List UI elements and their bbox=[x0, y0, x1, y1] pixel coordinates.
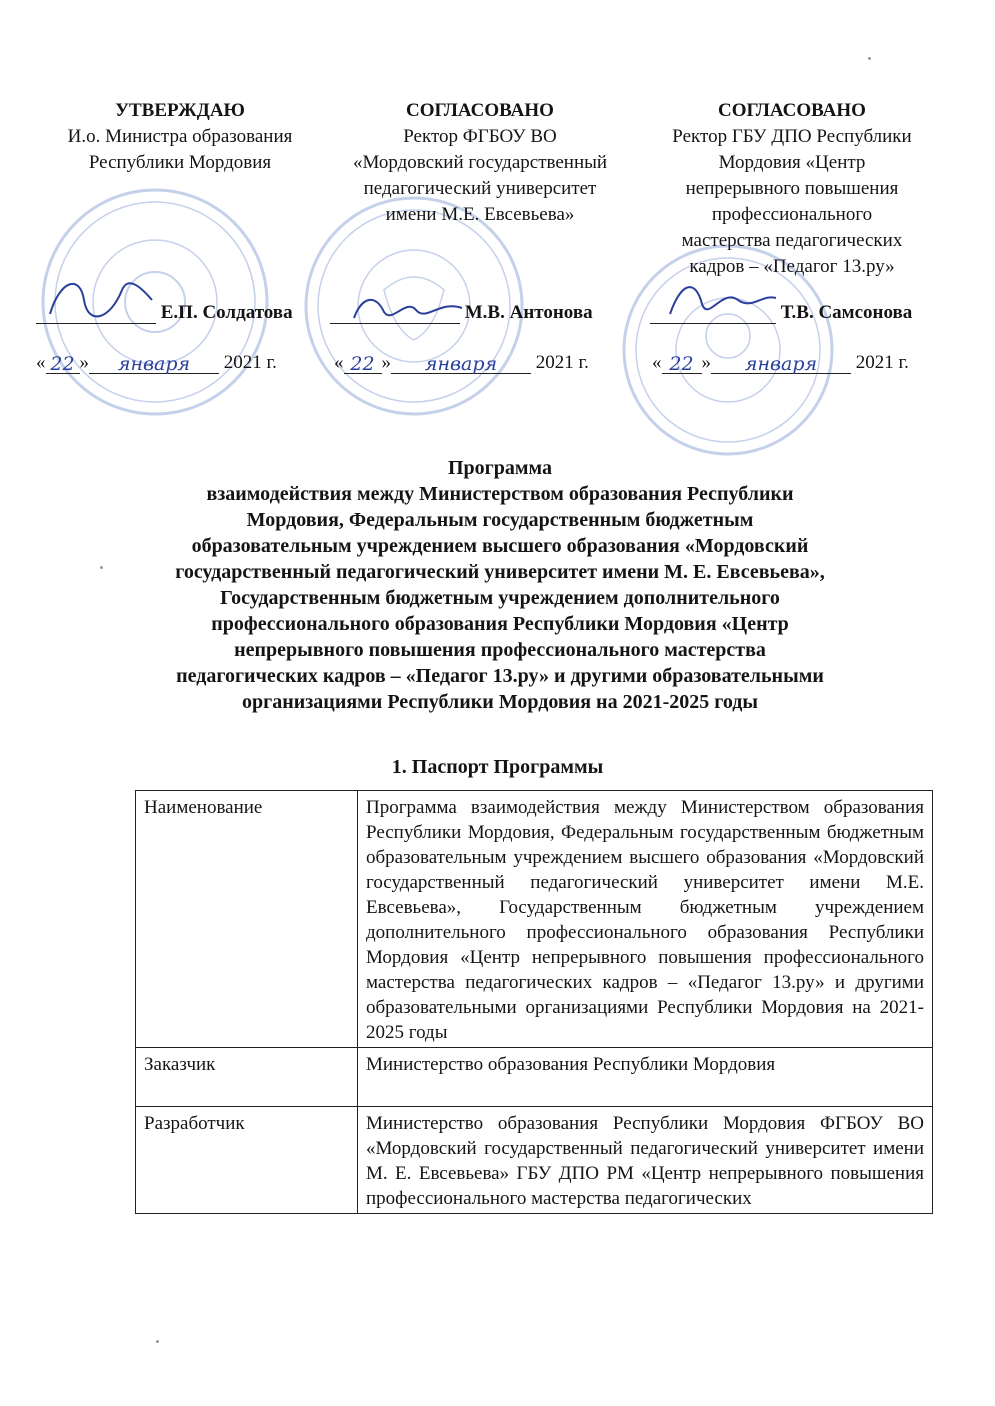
title-line: взаимодействия между Министерством образования Республики bbox=[206, 483, 794, 505]
title-line: Мордовия, Федеральным государственным бюджетным bbox=[246, 509, 754, 531]
date-day: 22 bbox=[344, 353, 382, 374]
passport-key: Разработчик bbox=[136, 1107, 358, 1214]
approval-line: кадров – «Педагог 13.ру» bbox=[689, 256, 895, 277]
table-row bbox=[136, 791, 933, 1048]
date-year: 2021 г. bbox=[223, 352, 277, 373]
title-line: организациями Республики Мордовия на 2021-2025 годы bbox=[242, 691, 758, 713]
date-year: 2021 г. bbox=[535, 352, 589, 373]
title-line: образовательным учреждением высшего образования «Мордовский bbox=[191, 535, 809, 557]
approval-heading: УТВЕРЖДАЮ bbox=[115, 100, 245, 121]
approval-line: Республики Мордовия bbox=[88, 152, 272, 173]
title-line: педагогических кадров – «Педагог 13.ру» и другими образовательными bbox=[176, 665, 824, 687]
passport-value: Министерство образования Республики Мордовия bbox=[358, 1048, 933, 1107]
title-line: профессионального образования Республики Мордовия «Центр bbox=[211, 613, 789, 635]
title-line: государственный педагогический университет имени М. Е. Евсевьева», bbox=[175, 561, 825, 583]
signer-name: Е.П. Солдатова bbox=[160, 302, 293, 323]
signature-line-ministry bbox=[36, 302, 293, 324]
program-title bbox=[120, 455, 880, 715]
approval-heading: СОГЛАСОВАНО bbox=[406, 100, 554, 121]
date-month: января bbox=[391, 353, 531, 374]
date-month: января bbox=[89, 353, 219, 374]
approval-line: Ректор ГБУ ДПО Республики bbox=[672, 126, 912, 147]
table-row bbox=[136, 1048, 933, 1107]
approval-line: Мордовия «Центр bbox=[718, 152, 866, 173]
approval-line: профессионального bbox=[711, 204, 873, 225]
date-line-university: « 22 » января 2021 г. bbox=[334, 352, 589, 375]
approval-line: мастерства педагогических bbox=[681, 230, 903, 251]
approval-block-ministry bbox=[20, 98, 340, 176]
date-line-ministry: « 22 » января 2021 г. bbox=[36, 352, 277, 375]
signature-line-university bbox=[330, 302, 593, 324]
table-row bbox=[136, 1107, 933, 1214]
passport-table bbox=[135, 790, 933, 1214]
title-line: Программа bbox=[448, 457, 552, 479]
scan-speck bbox=[868, 57, 871, 60]
passport-key: Заказчик bbox=[136, 1048, 358, 1107]
approval-heading: СОГЛАСОВАНО bbox=[718, 100, 866, 121]
date-day: 22 bbox=[46, 353, 80, 374]
passport-value: Министерство образования Республики Мордовия ФГБОУ ВО «Мордовский государственный педагогический университет имени М. Е. Евсевьева» ГБУ ДПО РМ «Центр непрерывного повышения профессионального мастерства педагогических bbox=[358, 1107, 933, 1214]
approval-line: Ректор ФГБОУ ВО bbox=[403, 126, 557, 147]
scan-speck bbox=[156, 1340, 159, 1343]
scan-speck bbox=[100, 566, 103, 569]
date-line-center: « 22 » января 2021 г. bbox=[652, 352, 909, 375]
date-year: 2021 г. bbox=[855, 352, 909, 373]
passport-value: Программа взаимодействия между Министерством образования Республики Мордовия, Федеральным государственным бюджетным образовательным учреждением высшего образования «Мордовский государственный педагогический университет имени М.Е. Евсевьева», Государственным бюджетным учреждением дополнительного профессионального образования Республики Мордовия «Центр непрерывного повышения профессионального мастерства педагогических кадров – «Педагог 13.ру» и другими образовательными организациями Республики Мордовия на 2021-2025 годы bbox=[358, 791, 933, 1048]
signer-name: Т.В. Самсонова bbox=[780, 302, 913, 323]
approval-block-center bbox=[642, 98, 942, 280]
title-line: Государственным бюджетным учреждением дополнительного bbox=[220, 587, 780, 609]
approval-line: И.о. Министра образования bbox=[67, 126, 293, 147]
approval-block-university bbox=[330, 98, 630, 228]
title-line: непрерывного повышения профессионального мастерства bbox=[234, 639, 766, 661]
passport-key: Наименование bbox=[136, 791, 358, 1048]
approval-line: имени М.Е. Евсевьева» bbox=[385, 204, 575, 225]
signer-name: М.В. Антонова bbox=[464, 302, 593, 323]
signature-line-center bbox=[650, 302, 912, 324]
approval-line: педагогический университет bbox=[363, 178, 597, 199]
approval-line: «Мордовский государственный bbox=[352, 152, 608, 173]
approval-line: непрерывного повышения bbox=[685, 178, 899, 199]
passport-heading: 1. Паспорт Программы bbox=[391, 756, 604, 778]
date-month: января bbox=[711, 353, 851, 374]
date-day: 22 bbox=[662, 353, 702, 374]
